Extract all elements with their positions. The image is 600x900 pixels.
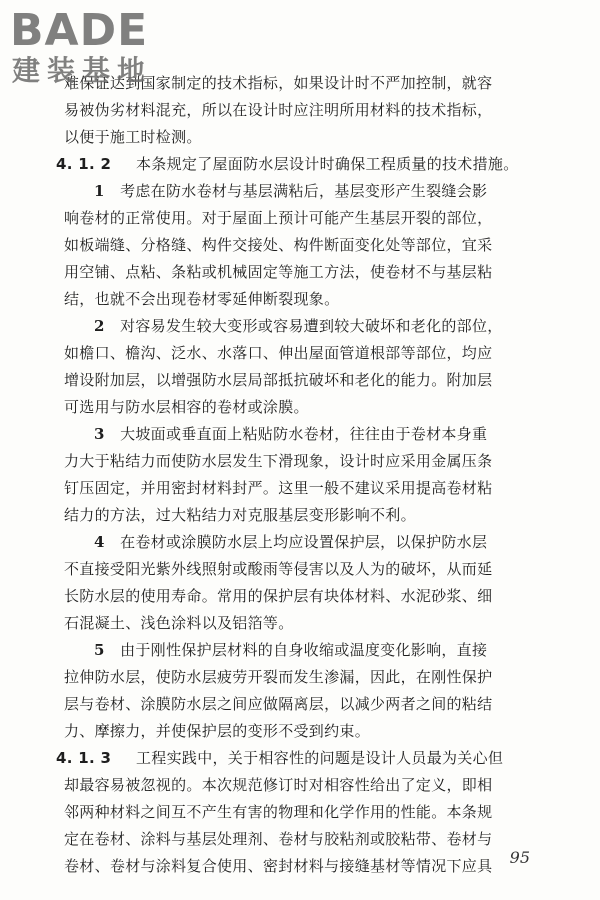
text-line: 用空铺、点粘、条粘或机械固定等施工方法，使卷材不与基层粘 — [64, 263, 493, 281]
item-number: 4 — [94, 533, 105, 551]
text-line: 如檐口、檐沟、泛水、水落口、伸出屋面管道根部等部位，均应 — [64, 344, 493, 362]
item-text: 大坡面或垂直面上粘贴防水卷材，往往由于卷材本身重 — [120, 425, 488, 443]
text-line: 卷材、卷材与涂料复合使用、密封材料与接缝基材等情况下应具 — [64, 857, 493, 875]
clause-number: 4. 1. 2 — [56, 155, 112, 173]
document-body — [56, 70, 554, 880]
item-line — [64, 637, 554, 664]
text-line: 长防水层的使用寿命。常用的保护层有块体材料、水泥砂浆、细 — [64, 587, 493, 605]
clause-number: 4. 1. 3 — [56, 749, 112, 767]
item-number: 1 — [94, 182, 105, 200]
item-line — [64, 313, 554, 340]
text-line: 以便于施工时检测。 — [64, 128, 202, 146]
text-line: 结，也就不会出现卷材零延伸断裂现象。 — [64, 290, 340, 308]
page-number: 95 — [509, 848, 530, 867]
text-line: 难保证达到国家制定的技术指标，如果设计时不严加控制，就容 — [64, 74, 493, 92]
item-text: 在卷材或涂膜防水层上均应设置保护层，以保护防水层 — [120, 533, 488, 551]
clause-heading-line — [56, 151, 554, 178]
clause-heading-line — [56, 745, 554, 772]
watermark-logo — [10, 6, 185, 88]
text-line: 石混凝土、浅色涂料以及铝箔等。 — [64, 614, 294, 632]
item-number: 5 — [94, 641, 105, 659]
text-line: 邻两种材料之间互不产生有害的物理和化学作用的性能。本条规 — [64, 803, 493, 821]
text-line: 如板端缝、分格缝、构件交接处、构件断面变化处等部位，宜采 — [64, 236, 493, 254]
item-number: 3 — [94, 425, 105, 443]
item-line — [64, 178, 554, 205]
item-number: 2 — [94, 317, 105, 335]
text-line: 钉压固定，并用密封材料封严。这里一般不建议采用提高卷材粘 — [64, 479, 493, 497]
item-line — [64, 529, 554, 556]
logo-subtitle: 建装基地 — [12, 54, 153, 87]
clause-text: 工程实践中，关于相容性的问题是设计人员最为关心但 — [136, 749, 504, 767]
text-line: 拉伸防水层，使防水层疲劳开裂而发生渗漏，因此，在刚性保护 — [64, 668, 493, 686]
item-text: 考虑在防水卷材与基层满粘后，基层变形产生裂缝会影 — [120, 182, 488, 200]
text-line: 定在卷材、涂料与基层处理剂、卷材与胶粘剂或胶粘带、卷材与 — [64, 830, 493, 848]
text-line: 层与卷材、涂膜防水层之间应做隔离层，以减少两者之间的粘结 — [64, 695, 493, 713]
text-line: 响卷材的正常使用。对于屋面上预计可能产生基层开裂的部位， — [64, 209, 493, 227]
item-text: 对容易发生较大变形或容易遭到较大破坏和老化的部位， — [120, 317, 503, 335]
logo-text: BADE — [10, 5, 149, 56]
text-line: 可选用与防水层相容的卷材或涂膜。 — [64, 398, 309, 416]
text-line: 结力的方法，过大粘结力对克服基层变形影响不利。 — [64, 506, 416, 524]
text-line: 力大于粘结力而使防水层发生下滑现象，设计时应采用金属压条 — [64, 452, 493, 470]
clause-text: 本条规定了屋面防水层设计时确保工程质量的技术措施。 — [136, 155, 519, 173]
text-line: 增设附加层，以增强防水层局部抵抗破坏和老化的能力。附加层 — [64, 371, 493, 389]
text-line: 不直接受阳光紫外线照射或酸雨等侵害以及人为的破坏，从而延 — [64, 560, 493, 578]
text-line: 易被伪劣材料混充，所以在设计时应注明所用材料的技术指标， — [64, 101, 493, 119]
item-line — [64, 421, 554, 448]
text-line: 力、摩擦力，并使保护层的变形不受到约束。 — [64, 722, 371, 740]
item-text: 由于刚性保护层材料的自身收缩或温度变化影响，直接 — [120, 641, 488, 659]
text-line: 却最容易被忽视的。本次规范修订时对相容性给出了定义，即相 — [64, 776, 493, 794]
